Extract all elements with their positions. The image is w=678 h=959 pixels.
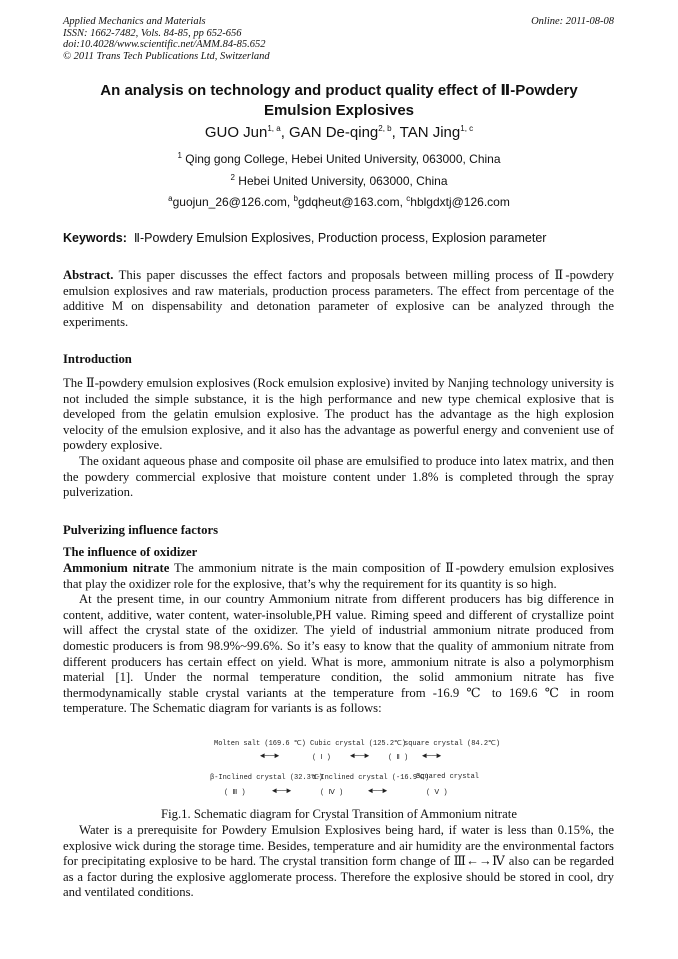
email-text: gdqheut@163.com, bbox=[298, 195, 407, 209]
water-paragraph: Water is a prerequisite for Powdery Emulsion Explosives being hard, if water is less than 0.15%, the explosive wick during the storage time. Besides, temperature and air humidity are the environmental factors for precipitating explosive to be hard. The crystal transition form change of Ⅲ←→Ⅳ also can be regarded as a factor during the explosive agglomerate process. Therefore the explosive should be stored in cool, dry and ventilated conditions. bbox=[63, 823, 614, 900]
affiliation-2 bbox=[63, 174, 615, 188]
roman-numeral-2: ( Ⅱ ) bbox=[388, 754, 409, 762]
issn-line: ISSN: 1662-7482, Vols. 84-85, pp 652-656 bbox=[63, 27, 242, 39]
beta-crystal-label: β-Inclined crystal (32.3℃) bbox=[210, 774, 323, 782]
ammonium-nitrate-text: The ammonium nitrate is the main composition of Ⅱ-powdery emulsion explosives that play the oxidizer role for the explosive, that’s why the requirement for its quantity is so high. bbox=[63, 561, 614, 591]
intro-paragraph-2: The oxidant aqueous phase and composite oil phase are emulsified to produce into latex matrix, and then the powdery commercial explosive that moisture content under 1.8% is completed through the spray pulverization. bbox=[63, 453, 614, 500]
affiliation-sup: 2 bbox=[230, 173, 235, 182]
ammonium-nitrate-label: Ammonium nitrate bbox=[63, 561, 170, 575]
crystal-transition-figure bbox=[200, 738, 500, 798]
affiliation-text: Hebei United University, 063000, China bbox=[238, 174, 448, 188]
paper-title bbox=[63, 81, 615, 120]
author-name: GUO Jun bbox=[204, 124, 268, 141]
affiliation-text: Qing gong College, Hebei United University, 063000, China bbox=[185, 152, 501, 166]
abstract-label: Abstract. bbox=[63, 268, 114, 282]
title-line-1: An analysis on technology and product quality effect of Ⅱ-Powdery bbox=[100, 82, 578, 99]
transition-arrow-icon: ◄──► bbox=[272, 787, 292, 796]
keywords-text: Ⅱ-Powdery Emulsion Explosives, Production process, Explosion parameter bbox=[133, 231, 547, 245]
author-sup: 2, b bbox=[378, 124, 392, 133]
oxidizer-body bbox=[63, 561, 614, 717]
title-line-2: Emulsion Explosives bbox=[263, 101, 415, 119]
intro-heading: Introduction bbox=[63, 352, 132, 366]
squared-crystal-label: Squared crystal bbox=[416, 773, 480, 781]
journal-name: Applied Mechanics and Materials bbox=[63, 16, 206, 27]
online-date: Online: 2011-08-08 bbox=[531, 16, 614, 27]
email-sup: c bbox=[406, 194, 411, 203]
roman-numeral-1: ( Ⅰ ) bbox=[312, 754, 331, 762]
abstract bbox=[63, 268, 614, 330]
author-list: GUO Jun$^{1, a}$, GAN De-qing$^{2, b}$, TAN Jing$^{1, c}$ bbox=[204, 124, 474, 141]
affiliation-1 bbox=[63, 152, 615, 166]
publication-info bbox=[63, 16, 270, 62]
present-paragraph: At the present time, in our country Ammonium nitrate from different producers has big difference in content, additive, water content, water-insoluble,PH value. Riming speed and different of crystallize point will affect the crystal state of the oxidizer. The yield of industrial ammonium nitrate produced from domestic producers is from 98.9%~99.6%. So it’s easy to know that the quality of ammonium nitrate from different producers has certain effect on yield. What is more, ammonium nitrate is also a polymorphism material [1]. Under the normal temperature condition, the solid ammonium nitrate has five thermodynamically stable crystal variants at the temperature from -16.9 ℃ to 169.6 ℃ in room temperature. The Schematic diagram for variants is as follows: bbox=[63, 592, 614, 716]
author-sup: 1, a bbox=[267, 124, 281, 133]
keywords bbox=[63, 230, 546, 245]
molten-salt-label: Molten salt (169.6 ℃) bbox=[214, 740, 306, 748]
email-list bbox=[63, 195, 615, 209]
intro-body bbox=[63, 376, 614, 501]
transition-arrow-icon: ◄──► bbox=[260, 752, 280, 761]
author-name: TAN Jing bbox=[399, 124, 461, 141]
abstract-text: This paper discusses the effect factors and proposals between milling process of Ⅱ-powdery emulsion explosives and raw materials, production process parameters. The effect from percentage of the additive M on dispensability and detonation parameter of explosive can be analyzed through the experiments. bbox=[63, 268, 614, 329]
oxidizer-heading: The influence of oxidizer bbox=[63, 545, 198, 559]
figure-caption: Fig.1. Schematic diagram for Crystal Transition of Ammonium nitrate bbox=[161, 807, 517, 821]
pulverizing-heading: Pulverizing influence factors bbox=[63, 523, 219, 537]
email-text: hblgdxtj@126.com bbox=[410, 195, 510, 209]
affiliation-sup: 1 bbox=[177, 151, 182, 160]
roman-numeral-4: ( Ⅳ ) bbox=[320, 789, 344, 797]
transition-arrow-icon: ◄──► bbox=[422, 752, 442, 761]
email-sup: a bbox=[168, 194, 173, 203]
author-sup: 1, c bbox=[460, 124, 474, 133]
author-name: GAN De-qing bbox=[289, 124, 379, 141]
ammonium-nitrate-paragraph bbox=[63, 561, 614, 592]
square-crystal-label: square crystal (84.2℃) bbox=[404, 740, 501, 748]
alpha-crystal-label: α-Inclined crystal (-16.9℃) bbox=[312, 774, 430, 782]
transition-arrow-icon: ◄──► bbox=[368, 787, 388, 796]
transition-arrow-icon: ◄──► bbox=[350, 752, 370, 761]
doi-line: doi:10.4028/www.scientific.net/AMM.84-85.652 bbox=[63, 39, 266, 51]
roman-numeral-5: ( Ⅴ ) bbox=[426, 789, 448, 797]
keywords-label: Keywords: bbox=[63, 231, 127, 245]
email-text: guojun_26@126.com, bbox=[172, 195, 294, 209]
copyright-line: © 2011 Trans Tech Publications Ltd, Switzerland bbox=[63, 50, 270, 62]
email-sup: b bbox=[293, 194, 298, 203]
cubic-crystal-label: Cubic crystal (125.2℃) bbox=[310, 740, 407, 748]
roman-numeral-3: ( Ⅲ ) bbox=[224, 789, 246, 797]
intro-paragraph-1: The Ⅱ-powdery emulsion explosives (Rock emulsion explosive) invited by Nanjing technology university is not included the simple substance, it is the high performance and new type chemical explosive that is developed from the gelatin emulsion explosive. The product has the advantage as the high explosion velocity of the emulsion explosive, and it also has the advantage as powerful energy and convenient use of powdery explosive. bbox=[63, 376, 614, 453]
